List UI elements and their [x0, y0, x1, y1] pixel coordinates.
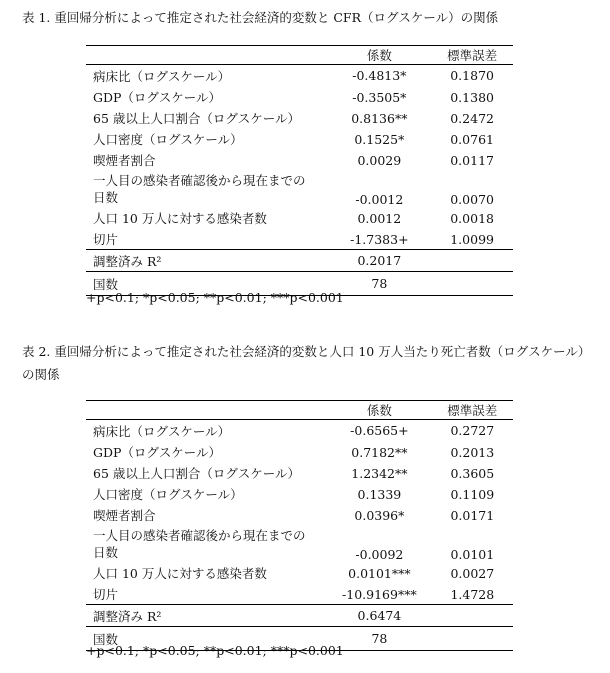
row-label	[86, 526, 327, 562]
row-coef: -0.0012	[355, 191, 404, 207]
row-se: 0.1380	[450, 89, 494, 105]
table1-caption: 表 1. 重回帰分析によって推定された社会経済的変数と CFR（ログスケール）の関係	[22, 10, 499, 25]
row-coef: -1.7383+	[350, 231, 409, 247]
row-label-line1: 一人目の感染者確認後から現在までの	[93, 527, 306, 543]
row-coef: 0.0029	[357, 152, 402, 168]
table2-caption: 表 2. 重回帰分析によって推定された社会経済的変数と人口 10 万人当たり死亡者数（ログスケール）の関係	[22, 344, 591, 382]
table-row	[86, 87, 513, 108]
table1-adj-r2-row	[86, 250, 513, 272]
row-label: 65 歳以上人口割合（ログスケール）	[93, 466, 301, 481]
table-row	[86, 207, 513, 230]
row-coef: -0.3505*	[352, 89, 407, 105]
table-row	[86, 65, 513, 87]
row-label-line2: 日数	[93, 544, 119, 560]
table2-note: +p<0.1; *p<0.05; **p<0.01; ***p<0.001	[86, 643, 344, 658]
row-label: GDP（ログスケール）	[93, 90, 222, 105]
row-coef: 0.1339	[357, 486, 402, 502]
table1	[86, 45, 513, 296]
row-label: 喫煙者割合	[93, 153, 156, 168]
row-label: 喫煙者割合	[93, 508, 156, 523]
row-se: 0.1109	[450, 486, 495, 502]
n-value: 78	[327, 272, 431, 296]
row-se: 0.2472	[450, 110, 494, 126]
row-label: 人口密度（ログスケール）	[93, 487, 243, 502]
table-row	[86, 562, 513, 585]
row-label: 病床比（ログスケール）	[86, 420, 327, 442]
row-label: GDP（ログスケール）	[93, 445, 222, 460]
table-row	[86, 463, 513, 484]
table2-header-row	[86, 401, 513, 420]
row-se: 0.0027	[450, 565, 495, 581]
table2-header-coef: 係数	[327, 401, 431, 420]
row-se: 0.0761	[450, 131, 494, 147]
row-se: 0.0070	[450, 191, 494, 207]
table-row	[86, 150, 513, 171]
table2-header-se: 標準誤差	[432, 401, 513, 420]
row-coef: 1.2342**	[351, 465, 408, 481]
row-se: 0.1870	[431, 65, 513, 87]
row-se: 0.0171	[450, 507, 495, 523]
row-label	[86, 171, 327, 207]
table1-header-se: 標準誤差	[431, 46, 513, 65]
table-row	[86, 526, 513, 562]
row-coef: -10.9169***	[342, 586, 417, 602]
row-coef: -0.4813*	[327, 65, 431, 87]
n-label: 国数	[86, 627, 327, 651]
table-row	[86, 585, 513, 605]
row-coef: 0.1525*	[354, 131, 405, 147]
n-value: 78	[327, 627, 431, 651]
table-row	[86, 129, 513, 150]
row-label: 病床比（ログスケール）	[86, 65, 327, 87]
row-label: 人口密度（ログスケール）	[93, 132, 243, 147]
row-coef: 0.7182**	[351, 444, 408, 460]
table1-note: +p<0.1; *p<0.05; **p<0.01; ***p<0.001	[86, 290, 344, 305]
table2-header-variable	[86, 401, 327, 420]
table2	[86, 400, 513, 651]
row-se: 1.4728	[450, 586, 495, 602]
row-se: 0.0117	[450, 152, 494, 168]
row-se: 1.0099	[450, 231, 494, 247]
row-coef: 0.8136**	[351, 110, 408, 126]
row-label: 人口 10 万人に対する感染者数	[93, 211, 267, 226]
table-row	[86, 442, 513, 463]
row-se: 0.0101	[450, 546, 495, 562]
table1-header-coef: 係数	[327, 46, 431, 65]
row-label: 65 歳以上人口割合（ログスケール）	[93, 111, 301, 126]
adj-r2-value: 0.6474	[327, 605, 431, 627]
table1-header-row	[86, 46, 513, 65]
row-coef: 0.0396*	[354, 507, 405, 523]
table-row	[86, 171, 513, 207]
table-row	[86, 108, 513, 129]
adj-r2-label: 調整済み R²	[86, 250, 327, 272]
row-coef: 0.0012	[357, 210, 402, 226]
row-label-line1: 一人目の感染者確認後から現在までの	[93, 172, 306, 188]
row-se: 0.3605	[450, 465, 495, 481]
row-coef: 0.0101***	[348, 565, 411, 581]
row-label: 人口 10 万人に対する感染者数	[93, 566, 267, 581]
row-coef: -0.6565+	[327, 420, 431, 442]
table-row	[86, 230, 513, 250]
table2-adj-r2-row	[86, 605, 513, 627]
row-coef: -0.0092	[355, 546, 404, 562]
row-label: 切片	[93, 587, 119, 603]
adj-r2-value: 0.2017	[327, 250, 431, 272]
row-label: 切片	[93, 232, 119, 248]
table-row	[86, 505, 513, 526]
row-label-line2: 日数	[93, 189, 119, 205]
n-label: 国数	[86, 272, 327, 296]
row-se: 0.0018	[450, 210, 494, 226]
row-se: 0.2727	[432, 420, 513, 442]
adj-r2-label: 調整済み R²	[86, 605, 327, 627]
table-row	[86, 420, 513, 442]
table1-header-variable	[86, 46, 327, 65]
table-row	[86, 484, 513, 505]
row-se: 0.2013	[450, 444, 495, 460]
